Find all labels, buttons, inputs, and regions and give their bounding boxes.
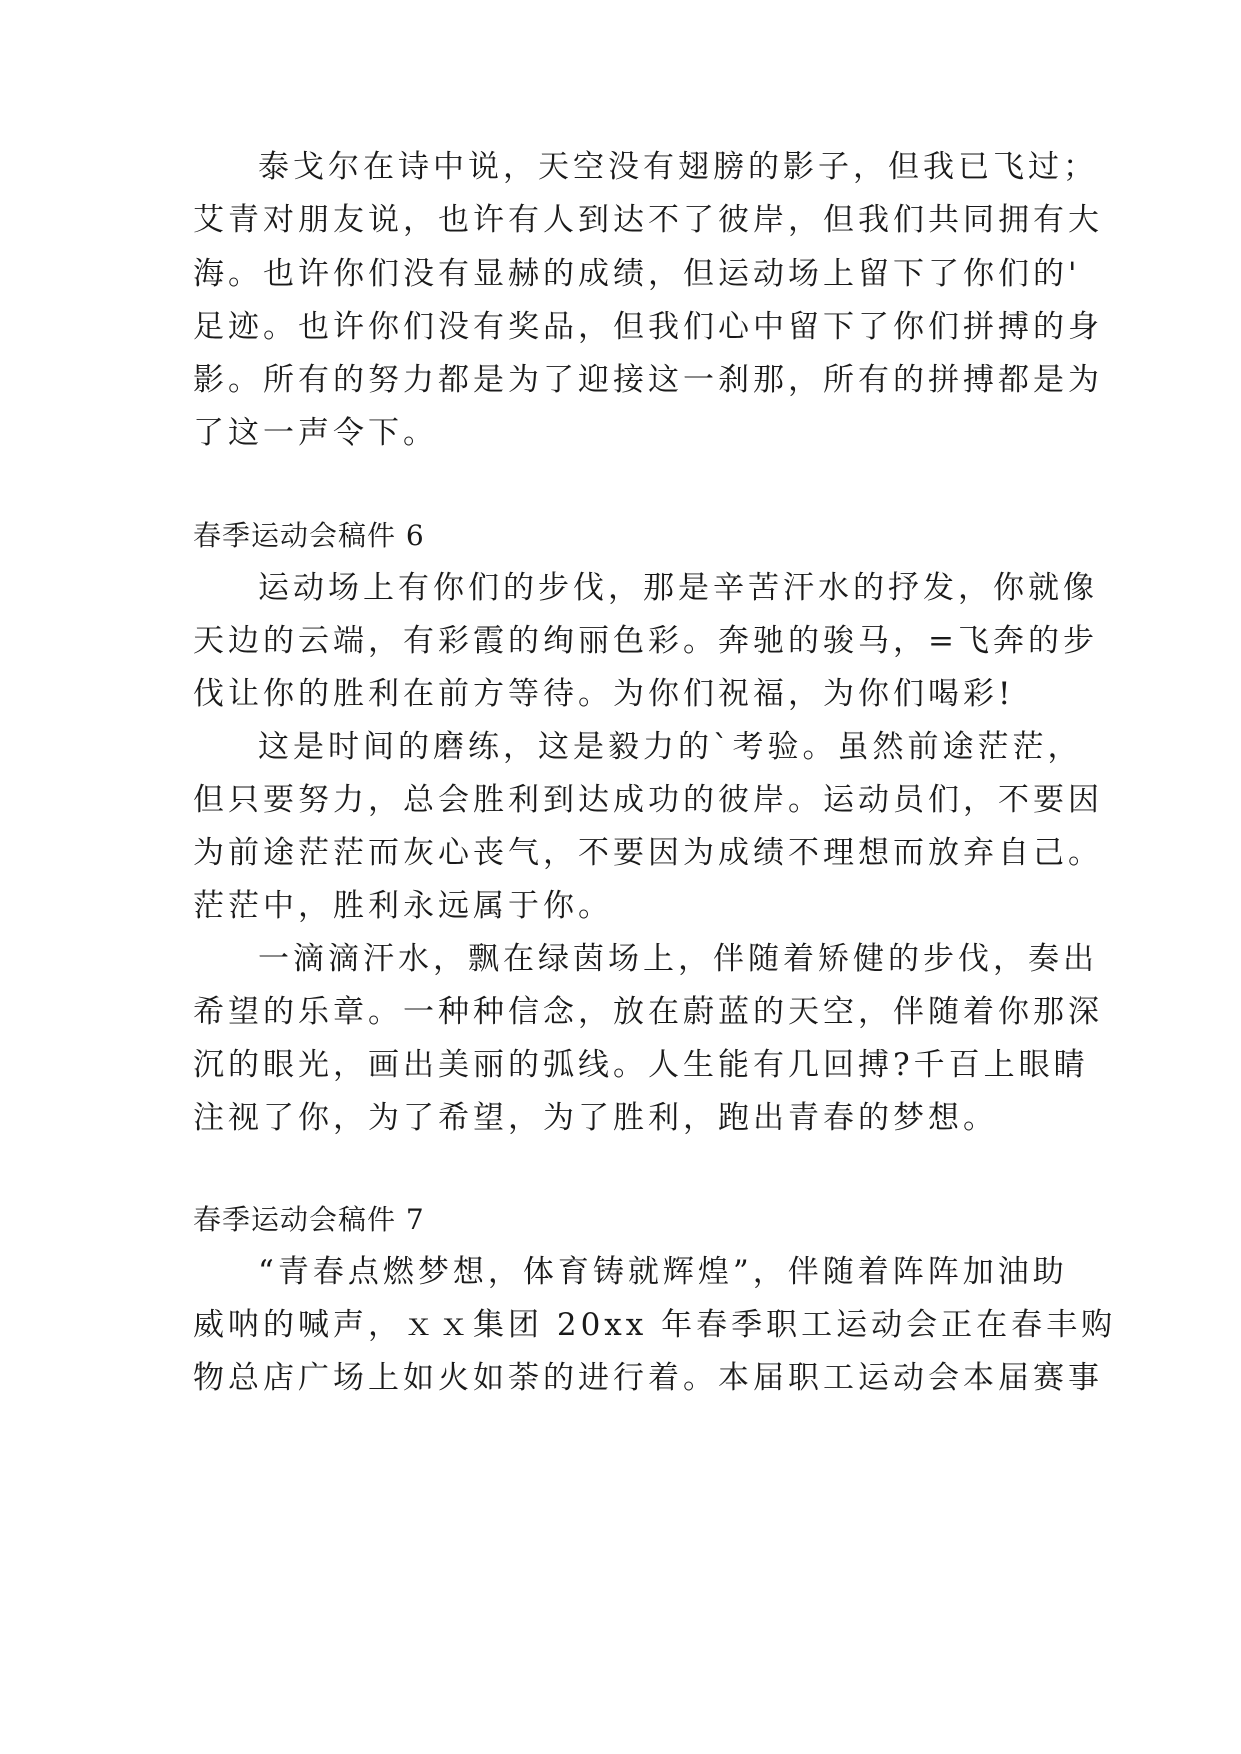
text-line: 威呐的喊声，ｘｘ集团 20xx 年春季职工运动会正在春丰购 [193, 1307, 1117, 1343]
text-line: 足迹。也许你们没有奖品，但我们心中留下了你们拼搏的身 [193, 309, 1103, 345]
text-line: 影。所有的努力都是为了迎接这一刹那，所有的拼搏都是为 [193, 362, 1103, 398]
text-line: 运动场上有你们的步伐，那是辛苦汗水的抒发，你就像 [258, 570, 1098, 606]
text-line: 注视了你，为了希望，为了胜利，跑出青春的梦想。 [193, 1100, 998, 1136]
text-line: 一滴滴汗水，飘在绿茵场上，伴随着矫健的步伐，奏出 [258, 941, 1098, 977]
text-line: “青春点燃梦想，体育铸就辉煌”，伴随着阵阵加油助 [258, 1254, 1068, 1290]
text-line: 这是时间的磨练，这是毅力的`考验。虽然前途茫茫， [258, 729, 1083, 765]
text-line: 希望的乐章。一种种信念，放在蔚蓝的天空，伴随着你那深 [193, 994, 1103, 1030]
section-heading: 春季运动会稿件 7 [193, 1203, 425, 1236]
text-line: 了这一声令下。 [193, 415, 438, 451]
text-line: 海。也许你们没有显赫的成绩，但运动场上留下了你们的' [193, 256, 1081, 292]
text-line: 伐让你的胜利在前方等待。为你们祝福，为你们喝彩! [193, 676, 1015, 712]
text-line: 泰戈尔在诗中说，天空没有翅膀的影子，但我已飞过； [258, 149, 1098, 185]
text-line: 为前途茫茫而灰心丧气，不要因为成绩不理想而放弃自己。 [193, 835, 1103, 871]
text-line: 茫茫中，胜利永远属于你。 [193, 888, 613, 924]
text-line: 但只要努力，总会胜利到达成功的彼岸。运动员们，不要因 [193, 782, 1103, 818]
section-heading: 春季运动会稿件 6 [193, 519, 425, 552]
text-line: 天边的云端，有彩霞的绚丽色彩。奔驰的骏马，=飞奔的步 [193, 623, 1098, 659]
text-line: 沉的眼光，画出美丽的弧线。人生能有几回搏?千百上眼睛 [193, 1047, 1089, 1083]
text-line: 物总店广场上如火如荼的进行着。本届职工运动会本届赛事 [193, 1360, 1103, 1396]
text-line: 艾青对朋友说，也许有人到达不了彼岸，但我们共同拥有大 [193, 202, 1103, 238]
